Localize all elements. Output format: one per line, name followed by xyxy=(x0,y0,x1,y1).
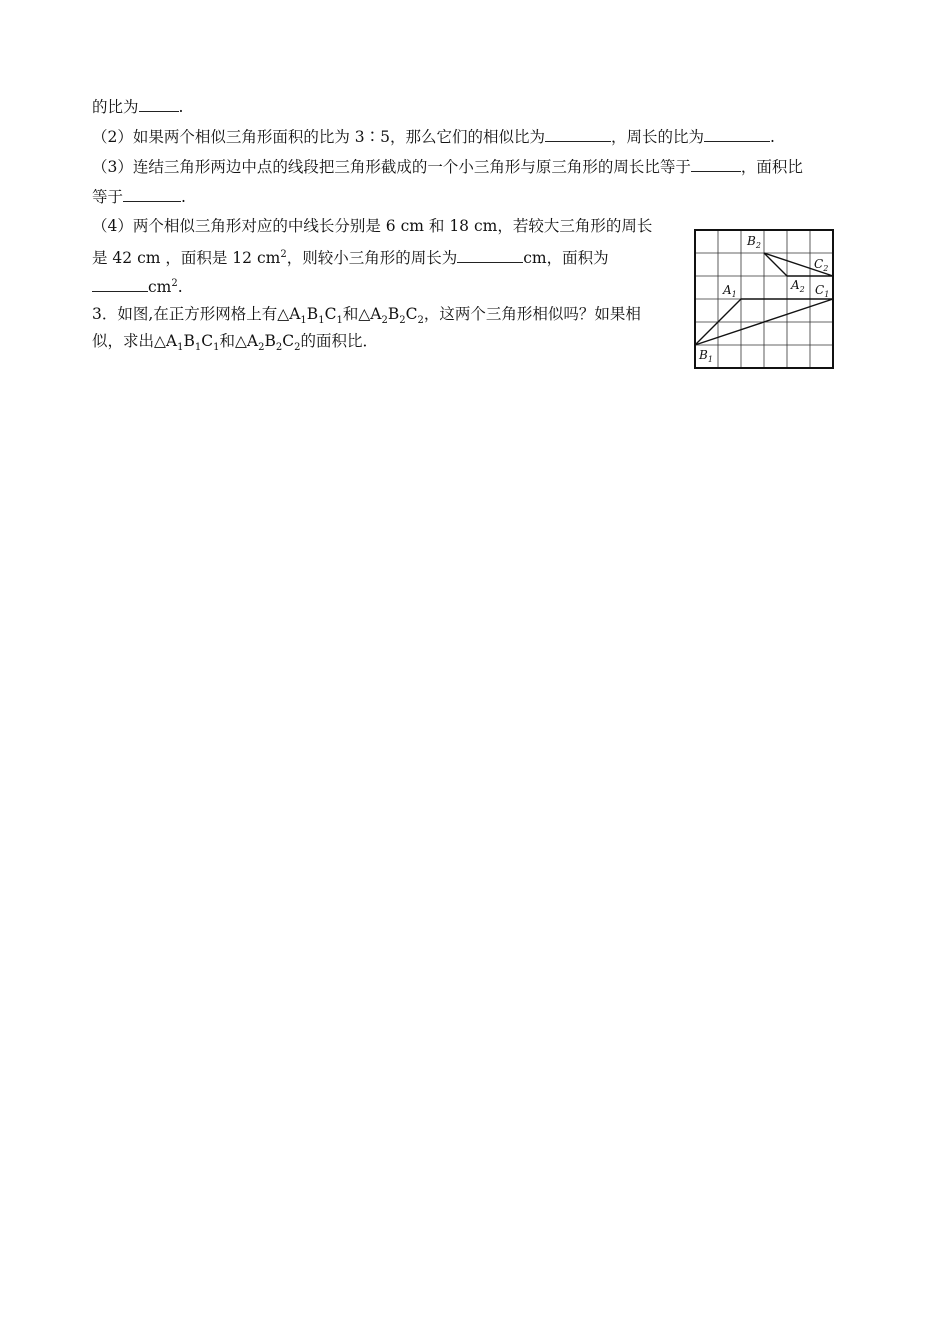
question-4-line-3: $cm^2$. xyxy=(92,273,183,298)
answer-blank[interactable] xyxy=(139,95,179,112)
question-4-line-1: （4）两个相似三角形对应的中线长分别是 6 cm 和 18 cm，若较大三角形的周长 xyxy=(92,217,653,235)
answer-blank[interactable] xyxy=(92,275,148,292)
grid-triangles-figure xyxy=(692,227,836,371)
label-c2: $C_2$ xyxy=(814,257,829,273)
answer-blank[interactable] xyxy=(691,155,741,172)
answer-blank[interactable] xyxy=(123,185,181,202)
question-3-line-1: （3）连结三角形两边中点的线段把三角形截成的一个小三角形与原三角形的周长比等于 ，面积比 xyxy=(92,155,803,178)
question-4-line-2: 是 42 cm ，面积是 12 $cm^2$，则较小三角形的周长为 cm，面积为 xyxy=(92,244,609,269)
problem-3-line-2: 似，求出$\triangle A_1B_1C_1$和$\triangle A_2B_2C_2$的面积比． xyxy=(92,332,379,354)
answer-blank[interactable] xyxy=(457,246,523,263)
label-b1: $B_1$ xyxy=(699,348,713,364)
q1-tail: 的比为 . xyxy=(92,95,183,118)
label-a1: $A_1$ xyxy=(723,283,737,299)
answer-blank[interactable] xyxy=(704,125,770,142)
label-b2: $B_2$ xyxy=(747,234,761,250)
label-c1: $C_1$ xyxy=(815,283,830,299)
question-3-line-2: 等于 . xyxy=(92,185,186,208)
label-a2: $A_2$ xyxy=(791,278,805,294)
answer-blank[interactable] xyxy=(545,125,611,142)
problem-3-line-1: 3．如图,在正方形网格上有$\triangle A_1B_1C_1$和$\triangle A_2B_2C_2$，这两个三角形相似吗？如果相 xyxy=(92,305,641,327)
question-2: （2）如果两个相似三角形面积的比为 3∶5，那么它们的相似比为 ，周长的比为 . xyxy=(92,125,775,148)
